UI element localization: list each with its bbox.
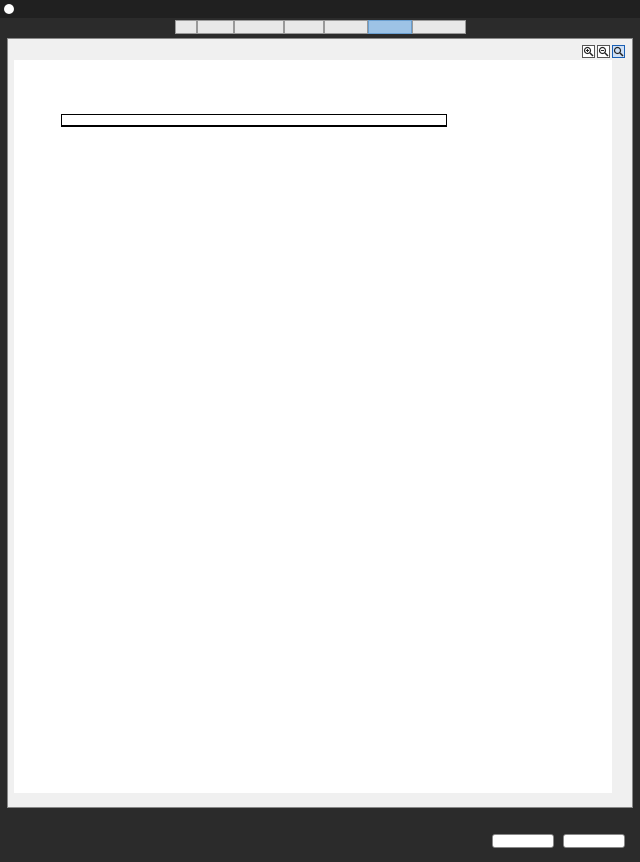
zoom-in-icon[interactable]: [582, 45, 595, 58]
tab-osd-settings[interactable]: [284, 20, 324, 34]
title-bar: [0, 0, 640, 18]
print-button[interactable]: [492, 834, 554, 848]
tab-color-accuracy[interactable]: [368, 20, 412, 34]
close-button[interactable]: [563, 834, 625, 848]
close-window-button[interactable]: [609, 0, 637, 18]
maximize-button[interactable]: [581, 0, 609, 18]
color-accuracy-table: [61, 114, 447, 127]
minimize-button[interactable]: [553, 0, 581, 18]
tab-bar: [0, 18, 640, 36]
report-page: [14, 60, 612, 793]
zoom-fit-icon[interactable]: [612, 45, 625, 58]
tab-gamut[interactable]: [175, 20, 197, 34]
tab-screen-uniformity[interactable]: [324, 20, 368, 34]
tab-tone-response[interactable]: [197, 20, 234, 34]
app-logo-icon: [4, 4, 14, 14]
zoom-out-icon[interactable]: [597, 45, 610, 58]
tab-brightness-contrast[interactable]: [234, 20, 284, 34]
tab-monitor-rating[interactable]: [412, 20, 466, 34]
table-header: [62, 115, 446, 126]
